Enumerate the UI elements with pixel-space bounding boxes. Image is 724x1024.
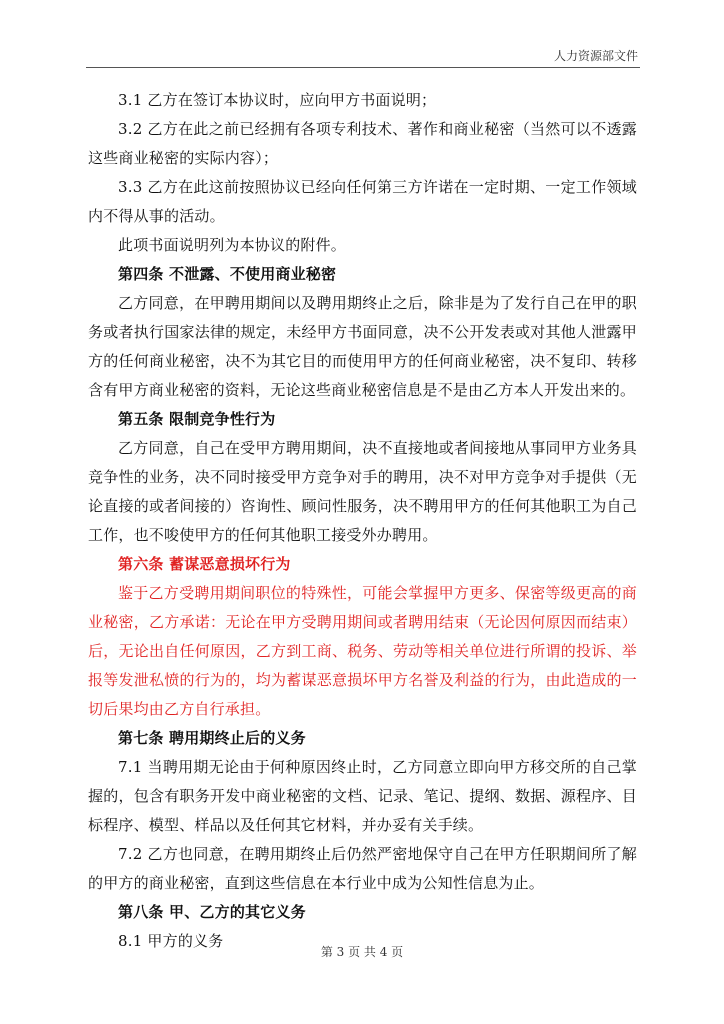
clause-3-1: 3.1 乙方在签订本协议时，应向甲方书面说明； [118,91,437,109]
article-4-heading: 第四条 不泄露、不使用商业秘密 [118,265,337,283]
page-header: 人力资源部文件 [553,49,638,63]
attachment-note: 此项书面说明列为本协议的附件。 [118,236,347,254]
article-8-heading: 第八条 甲、乙方的其它义务 [118,903,306,921]
clause-7-2: 7.2 乙方也同意，在聘用期终止后仍然严密地保守自己在甲方任职期间所了解的甲方的商业秘密，直到这些信息在本行业中成为公知性信息为止。 [88,845,637,892]
article-5-heading: 第五条 限制竞争性行为 [118,410,276,428]
article-6-text: 鉴于乙方受聘用期间职位的特殊性，可能会掌握甲方更多、保密等级更高的商业秘密，乙方承诺：无论在甲方受聘用期间或者聘用结束（无论因何原因而结束）后，无论出自任何原因，乙方到工商、税务、劳动等相关单位进行所谓的投诉、举报等发泄私愤的行为的，均为蓄谋恶意损坏甲方名誉及利益的行为，由此造成的一切后果均由乙方自行承担。 [88,584,637,718]
clause-3-2: 3.2 乙方在此之前已经拥有各项专利技术、著作和商业秘密（当然可以不透露这些商业秘密的实际内容）； [88,120,637,167]
page-footer: 第 3 页 共 4 页 [320,945,404,959]
article-7-heading: 第七条 聘用期终止后的义务 [118,729,306,747]
article-6-heading: 第六条 蓄谋恶意损坏行为 [118,555,291,573]
article-4-text: 乙方同意，在甲聘用期间以及聘用期终止之后，除非是为了发行自己在甲的职务或者执行国家法律的规定，未经甲方书面同意，决不公开发表或对其他人泄露甲方的任何商业秘密，决不为其它目的而使用甲方的任何商业秘密，决不复印、转移含有甲方商业秘密的资料，无论这些商业秘密信息是不是由乙方本人开发出来的。 [88,294,637,399]
header-divider [86,67,640,68]
document-body [88,86,637,956]
article-5-text: 乙方同意，自己在受甲方聘用期间，决不直接地或者间接地从事同甲方业务具竞争性的业务，决不同时接受甲方竞争对手的聘用，决不对甲方竞争对手提供（无论直接的或者间接的）咨询性、顾问性服务，决不聘用甲方的任何其他职工为自己工作，也不唆使甲方的任何其他职工接受外办聘用。 [88,439,637,544]
clause-3-3: 3.3 乙方在此这前按照协议已经向任何第三方许诺在一定时期、一定工作领域内不得从事的活动。 [88,178,637,225]
clause-8-1: 8.1 甲方的义务 [118,932,224,950]
clause-7-1: 7.1 当聘用期无论由于何种原因终止时，乙方同意立即向甲方移交所的自己掌握的，包含有职务开发中商业秘密的文档、记录、笔记、提纲、数据、源程序、目标程序、模型、样品以及任何其它材料，并办妥有关手续。 [88,758,637,834]
